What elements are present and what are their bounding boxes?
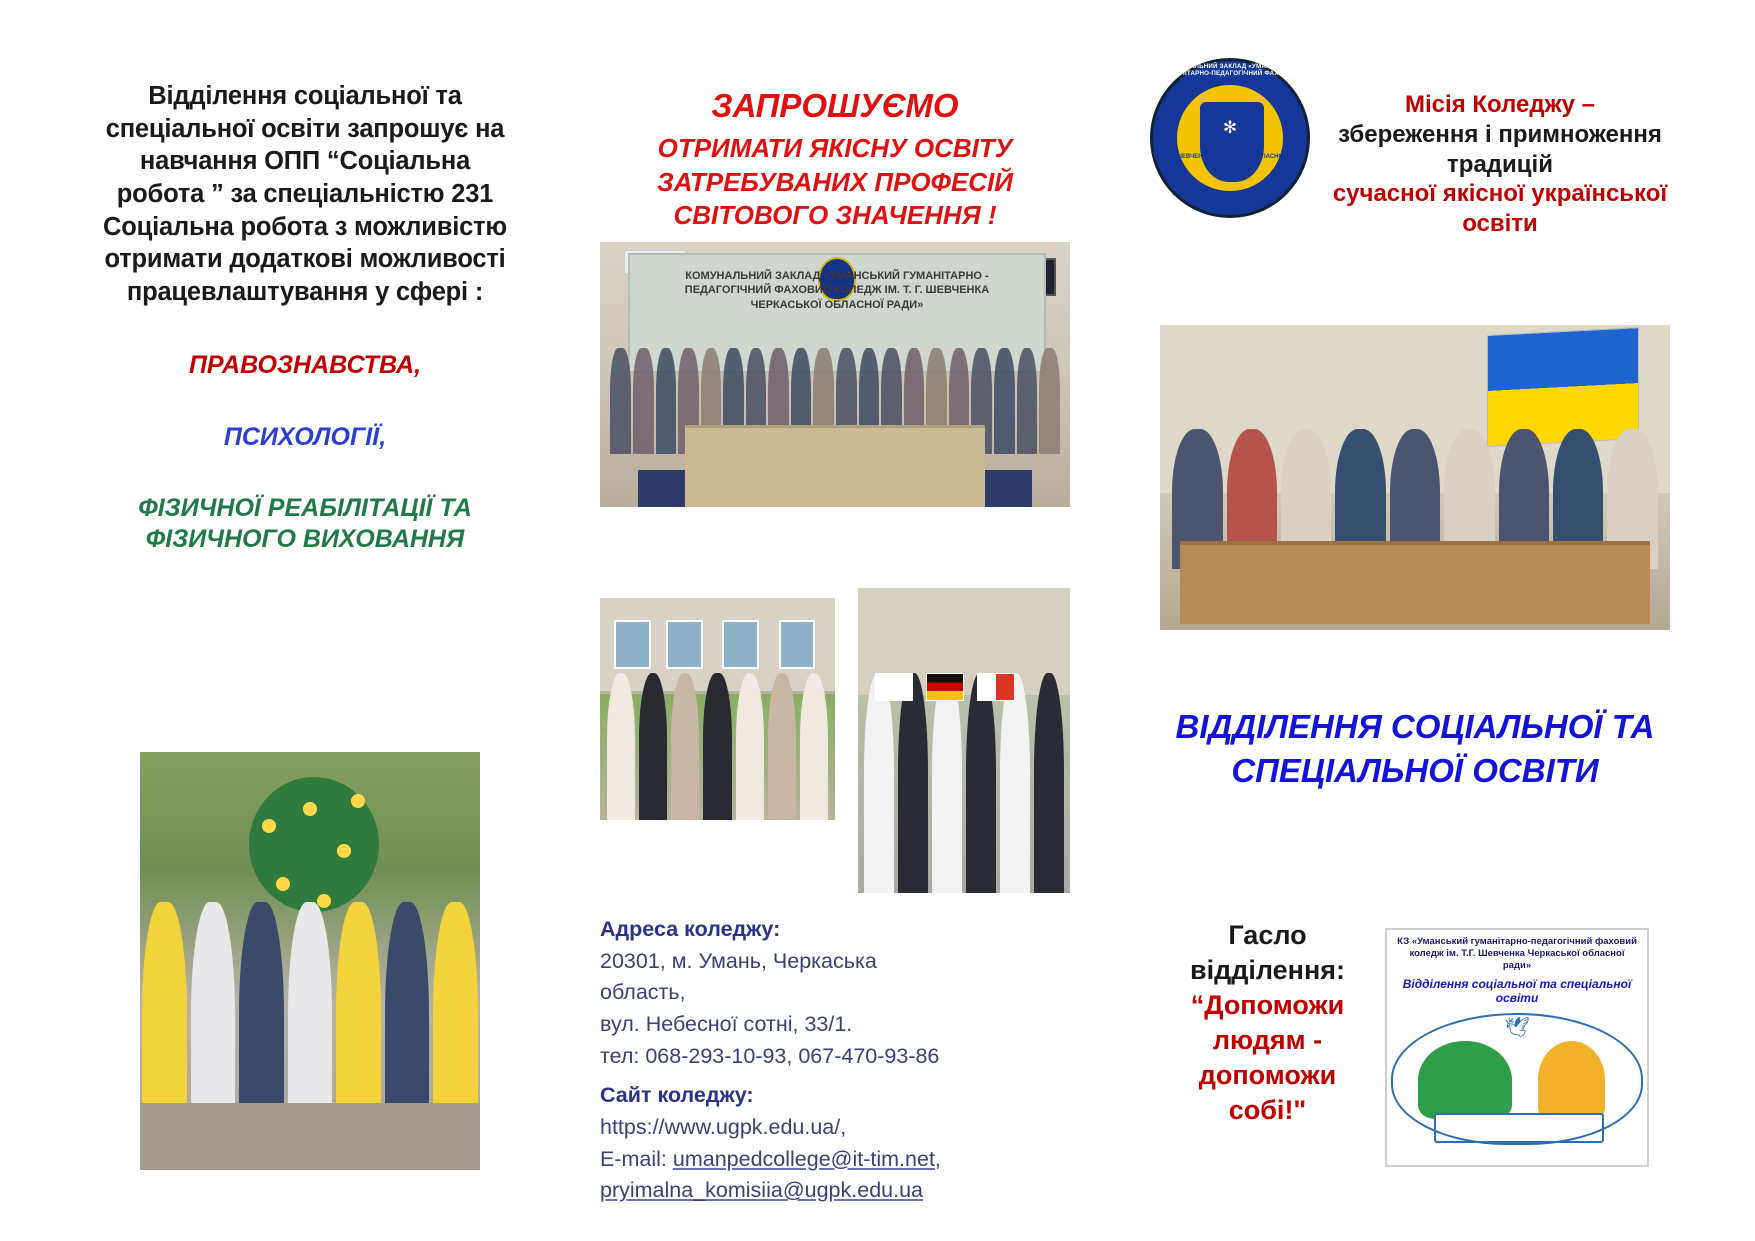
address-line-1: 20301, м. Умань, Черкаська [600,948,877,973]
photo-children [140,752,480,1170]
hall-sign-text: КОМУНАЛЬНИЙ ЗАКЛАД «УМАНСЬКИЙ ГУМАНІТАРНО - ПЕДАГОГІЧНИЙ ФАХОВИЙ КОЛЕДЖ ІМ. Т. Г. ШЕВЧЕНКА ЧЕРКАСЬКОЇ ОБЛАСНОЇ РАДИ» [684,269,990,312]
email-link-1[interactable]: umanpedcollege@it-tim.net [672,1146,935,1171]
photo-students-with-flags [858,588,1070,893]
email-comma: , [934,1146,941,1171]
address-label: Адреса коледжу: [600,917,781,941]
mission-red-text: сучасної якісної української освіти [1332,180,1668,237]
slogan-text: “Допоможи людям - допоможи собі!" [1190,990,1345,1126]
address-line-2: область, [600,980,686,1005]
crest-sub-text: ІМ. Т. Г. ШЕВЧЕНКА ЧЕРКАСЬКОЇ ОБЛАСНОЇ РАДИ» [1153,154,1307,160]
book-icon [1434,1113,1604,1143]
email-row [600,1145,1070,1175]
mission-block [1330,90,1670,239]
email-link-2[interactable]: pryimalna_komisiia@ugpk.edu.ua [600,1178,923,1203]
center-column [600,0,1070,1203]
intro-paragraph: Відділення соціальної та спеціальної освіти запрошує на навчання ОПП “Соціальна робота ” за спеціальністю 231 Соціальна робота з можливістю отримати додаткові можливості працевлаштування у сфері : [103,82,507,306]
sphere-physical-rehabilitation: ФІЗИЧНОЇ РЕАБІЛІТАЦІЇ ТА ФІЗИЧНОГО ВИХОВАННЯ [138,493,472,554]
spheres-list [95,350,515,555]
sphere-law: ПРАВОЗНАВСТВА, [188,351,422,380]
address-line-3: вул. Небесної сотні, 33/1. [600,1011,853,1036]
contacts-block [600,915,1070,1208]
slogan-block [1160,918,1375,1129]
tree-icon [1418,1041,1512,1119]
phone-line: тел: 068-293-10-93, 067-470-93-86 [600,1043,940,1068]
dove-icon: 🕊 [1504,1017,1530,1040]
mission-dark-text: збереження і примноження традицій [1338,120,1662,178]
headline-main: ЗАПРОШУЄМО [711,87,959,124]
department-logo-art [1387,1009,1647,1149]
photo-graduates [600,598,835,820]
person-figure-icon [1538,1041,1606,1119]
left-column [95,80,515,555]
photo-workshop [1160,325,1670,630]
site-url[interactable]: https://www.ugpk.edu.ua/, [600,1114,847,1139]
headline-block [600,0,1070,232]
slogan-label: Гасло відділення: [1189,920,1346,986]
department-logo-header: КЗ «Уманський гуманітарно-педагогічний фаховий коледж ім. Т.Г. Шевченка Черкаської обласної ради» [1397,936,1637,971]
sphere-psychology: ПСИХОЛОГІЇ, [223,422,387,451]
photo-assembly-hall [600,242,1070,507]
department-logo [1385,928,1649,1167]
crest-top-text: КОМУНАЛЬНИЙ ЗАКЛАД «УМАНСЬКИЙ ГУМАНІТАРНО-ПЕДАГОГІЧНИЙ ФАХОВИЙ [1162,63,1298,77]
college-crest-icon: КОМУНАЛЬНИЙ ЗАКЛАД «УМАНСЬКИЙ ГУМАНІТАРНО-ПЕДАГОГІЧНИЙ ФАХОВИЙ ✻ ІМ. Т. Г. ШЕВЧЕНКА ЧЕРКАСЬКОЇ ОБЛАСНОЇ РАДИ» [1150,58,1310,218]
site-label: Сайт коледжу: [600,1083,754,1108]
department-logo-title: Відділення соціальної та спеціальної освіти [1402,976,1632,1006]
mission-label: Місія Коледжу – [1405,91,1595,118]
department-title: ВІДДІЛЕННЯ СОЦІАЛЬНОЇ ТА СПЕЦІАЛЬНОЇ ОСВІТИ [1175,708,1655,789]
email-label: E-mail: [600,1146,673,1171]
headline-sub: ОТРИМАТИ ЯКІСНУ ОСВІТУ ЗАТРЕБУВАНИХ ПРОФЕСІЙ СВІТОВОГО ЗНАЧЕННЯ ! [656,133,1013,230]
